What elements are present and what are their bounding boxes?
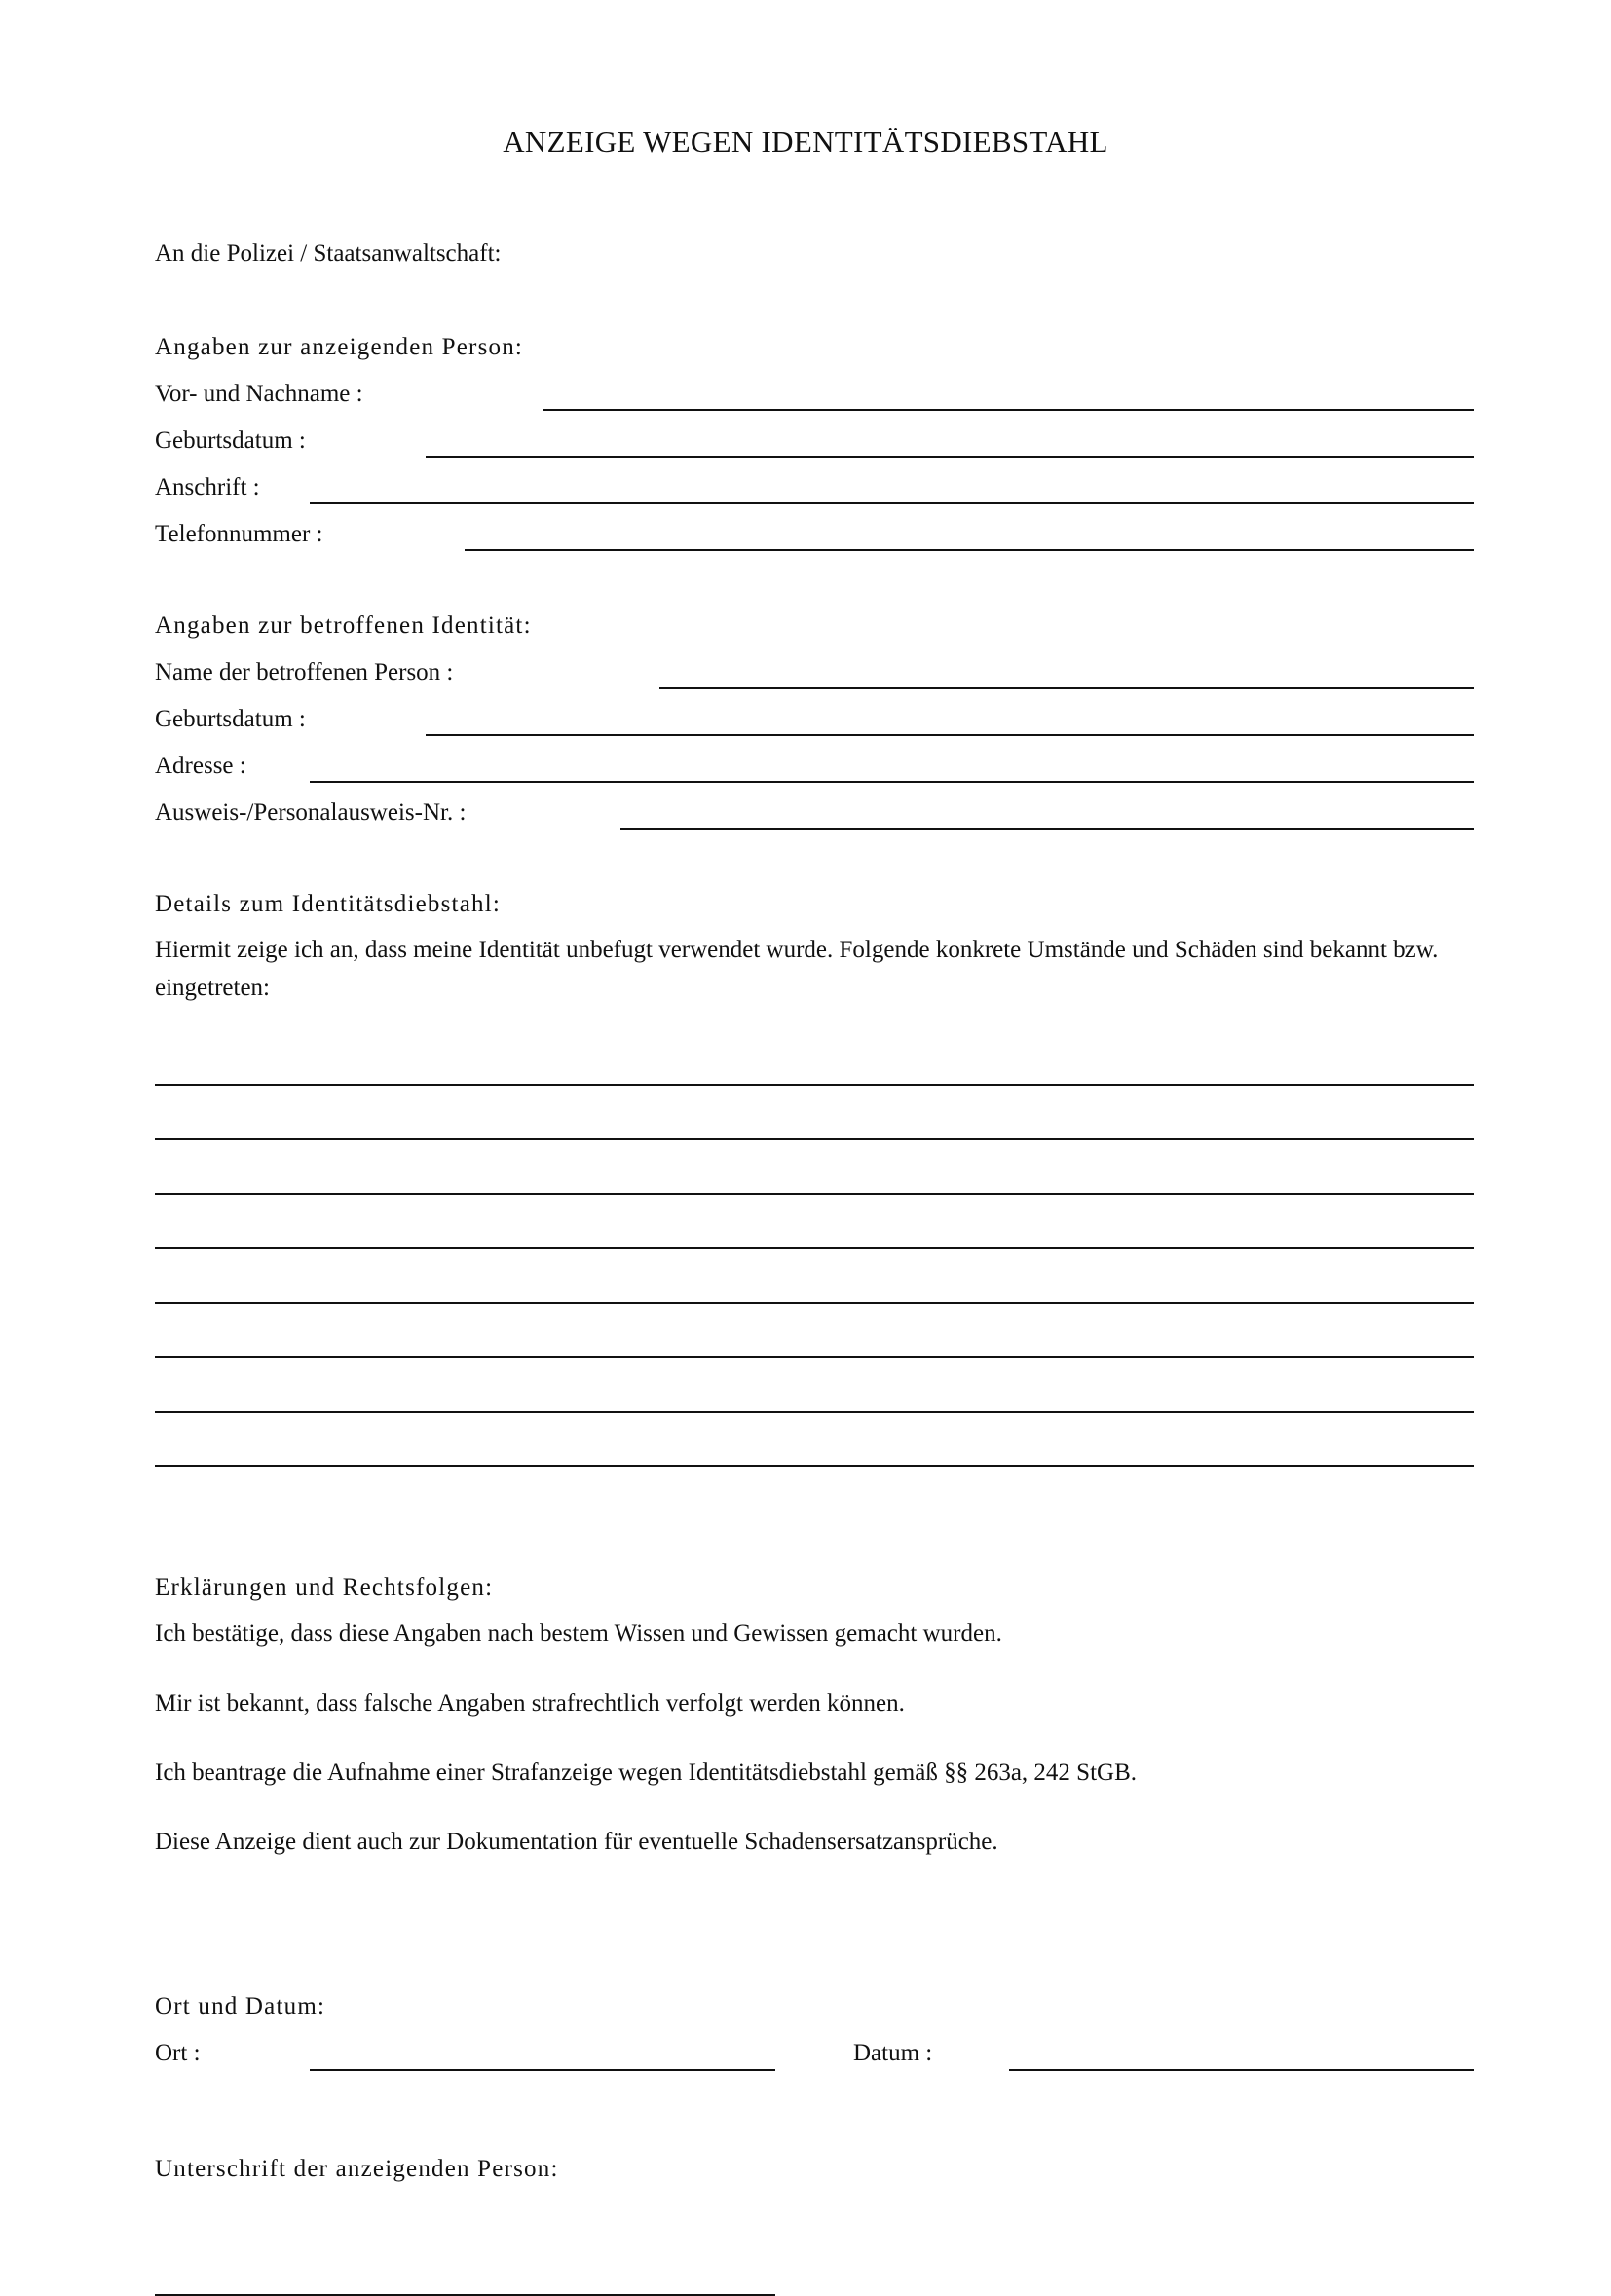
person-name-label: Vor- und Nachname : bbox=[155, 381, 363, 407]
recipient-line: An die Polizei / Staatsanwaltschaft: bbox=[155, 241, 502, 267]
person-birthdate-field[interactable] bbox=[426, 456, 1474, 458]
identity-id-number-label: Ausweis-/Personalausweis-Nr. : bbox=[155, 799, 467, 826]
place-field[interactable] bbox=[310, 2069, 775, 2071]
details-line-1[interactable] bbox=[155, 1084, 1474, 1086]
declaration-statement-2: Mir ist bekannt, dass falsche Angaben strafrechtlich verfolgt werden können. bbox=[155, 1690, 905, 1717]
identity-section-heading: Angaben zur betroffenen Identität: bbox=[155, 612, 532, 639]
person-birthdate-label: Geburtsdatum : bbox=[155, 427, 306, 454]
page-title: ANZEIGE WEGEN IDENTITÄTSDIEBSTAHL bbox=[503, 125, 1108, 159]
details-line-4[interactable] bbox=[155, 1247, 1474, 1249]
identity-id-number-field[interactable] bbox=[620, 828, 1474, 830]
declaration-statement-3: Ich beantrage die Aufnahme einer Strafanzeige wegen Identitätsdiebstahl gemäß §§ 263a, 242 StGB. bbox=[155, 1759, 1137, 1786]
person-phone-field[interactable] bbox=[465, 549, 1474, 551]
declaration-statement-1: Ich bestätige, dass diese Angaben nach bestem Wissen und Gewissen gemacht wurden. bbox=[155, 1620, 1002, 1647]
identity-address-field[interactable] bbox=[310, 781, 1474, 783]
date-label: Datum : bbox=[853, 2040, 933, 2066]
details-line-2[interactable] bbox=[155, 1138, 1474, 1140]
details-section-heading: Details zum Identitätsdiebstahl: bbox=[155, 891, 501, 917]
details-line-6[interactable] bbox=[155, 1356, 1474, 1358]
place-date-section-heading: Ort und Datum: bbox=[155, 1993, 326, 2019]
person-section-heading: Angaben zur anzeigenden Person: bbox=[155, 334, 524, 360]
identity-birthdate-field[interactable] bbox=[426, 734, 1474, 736]
details-line-8[interactable] bbox=[155, 1465, 1474, 1467]
person-name-field[interactable] bbox=[543, 409, 1474, 411]
place-label: Ort : bbox=[155, 2040, 201, 2066]
details-line-5[interactable] bbox=[155, 1302, 1474, 1304]
identity-name-label: Name der betroffenen Person : bbox=[155, 659, 454, 685]
declarations-section-heading: Erklärungen und Rechtsfolgen: bbox=[155, 1574, 494, 1601]
identity-name-field[interactable] bbox=[659, 687, 1474, 689]
details-line-7[interactable] bbox=[155, 1411, 1474, 1413]
person-address-field[interactable] bbox=[310, 502, 1474, 504]
details-line-3[interactable] bbox=[155, 1193, 1474, 1195]
person-address-label: Anschrift : bbox=[155, 474, 260, 500]
identity-birthdate-label: Geburtsdatum : bbox=[155, 706, 306, 732]
details-intro-text: Hiermit zeige ich an, dass meine Identität unbefugt verwendet wurde. Folgende konkrete Umstände und Schäden sind bekannt bzw. eingetreten: bbox=[155, 937, 1439, 1001]
date-field[interactable] bbox=[1009, 2069, 1474, 2071]
signature-section-heading: Unterschrift der anzeigenden Person: bbox=[155, 2156, 559, 2182]
person-phone-label: Telefonnummer : bbox=[155, 521, 323, 547]
identity-address-label: Adresse : bbox=[155, 753, 246, 779]
declaration-statement-4: Diese Anzeige dient auch zur Dokumentation für eventuelle Schadensersatzansprüche. bbox=[155, 1829, 998, 1855]
